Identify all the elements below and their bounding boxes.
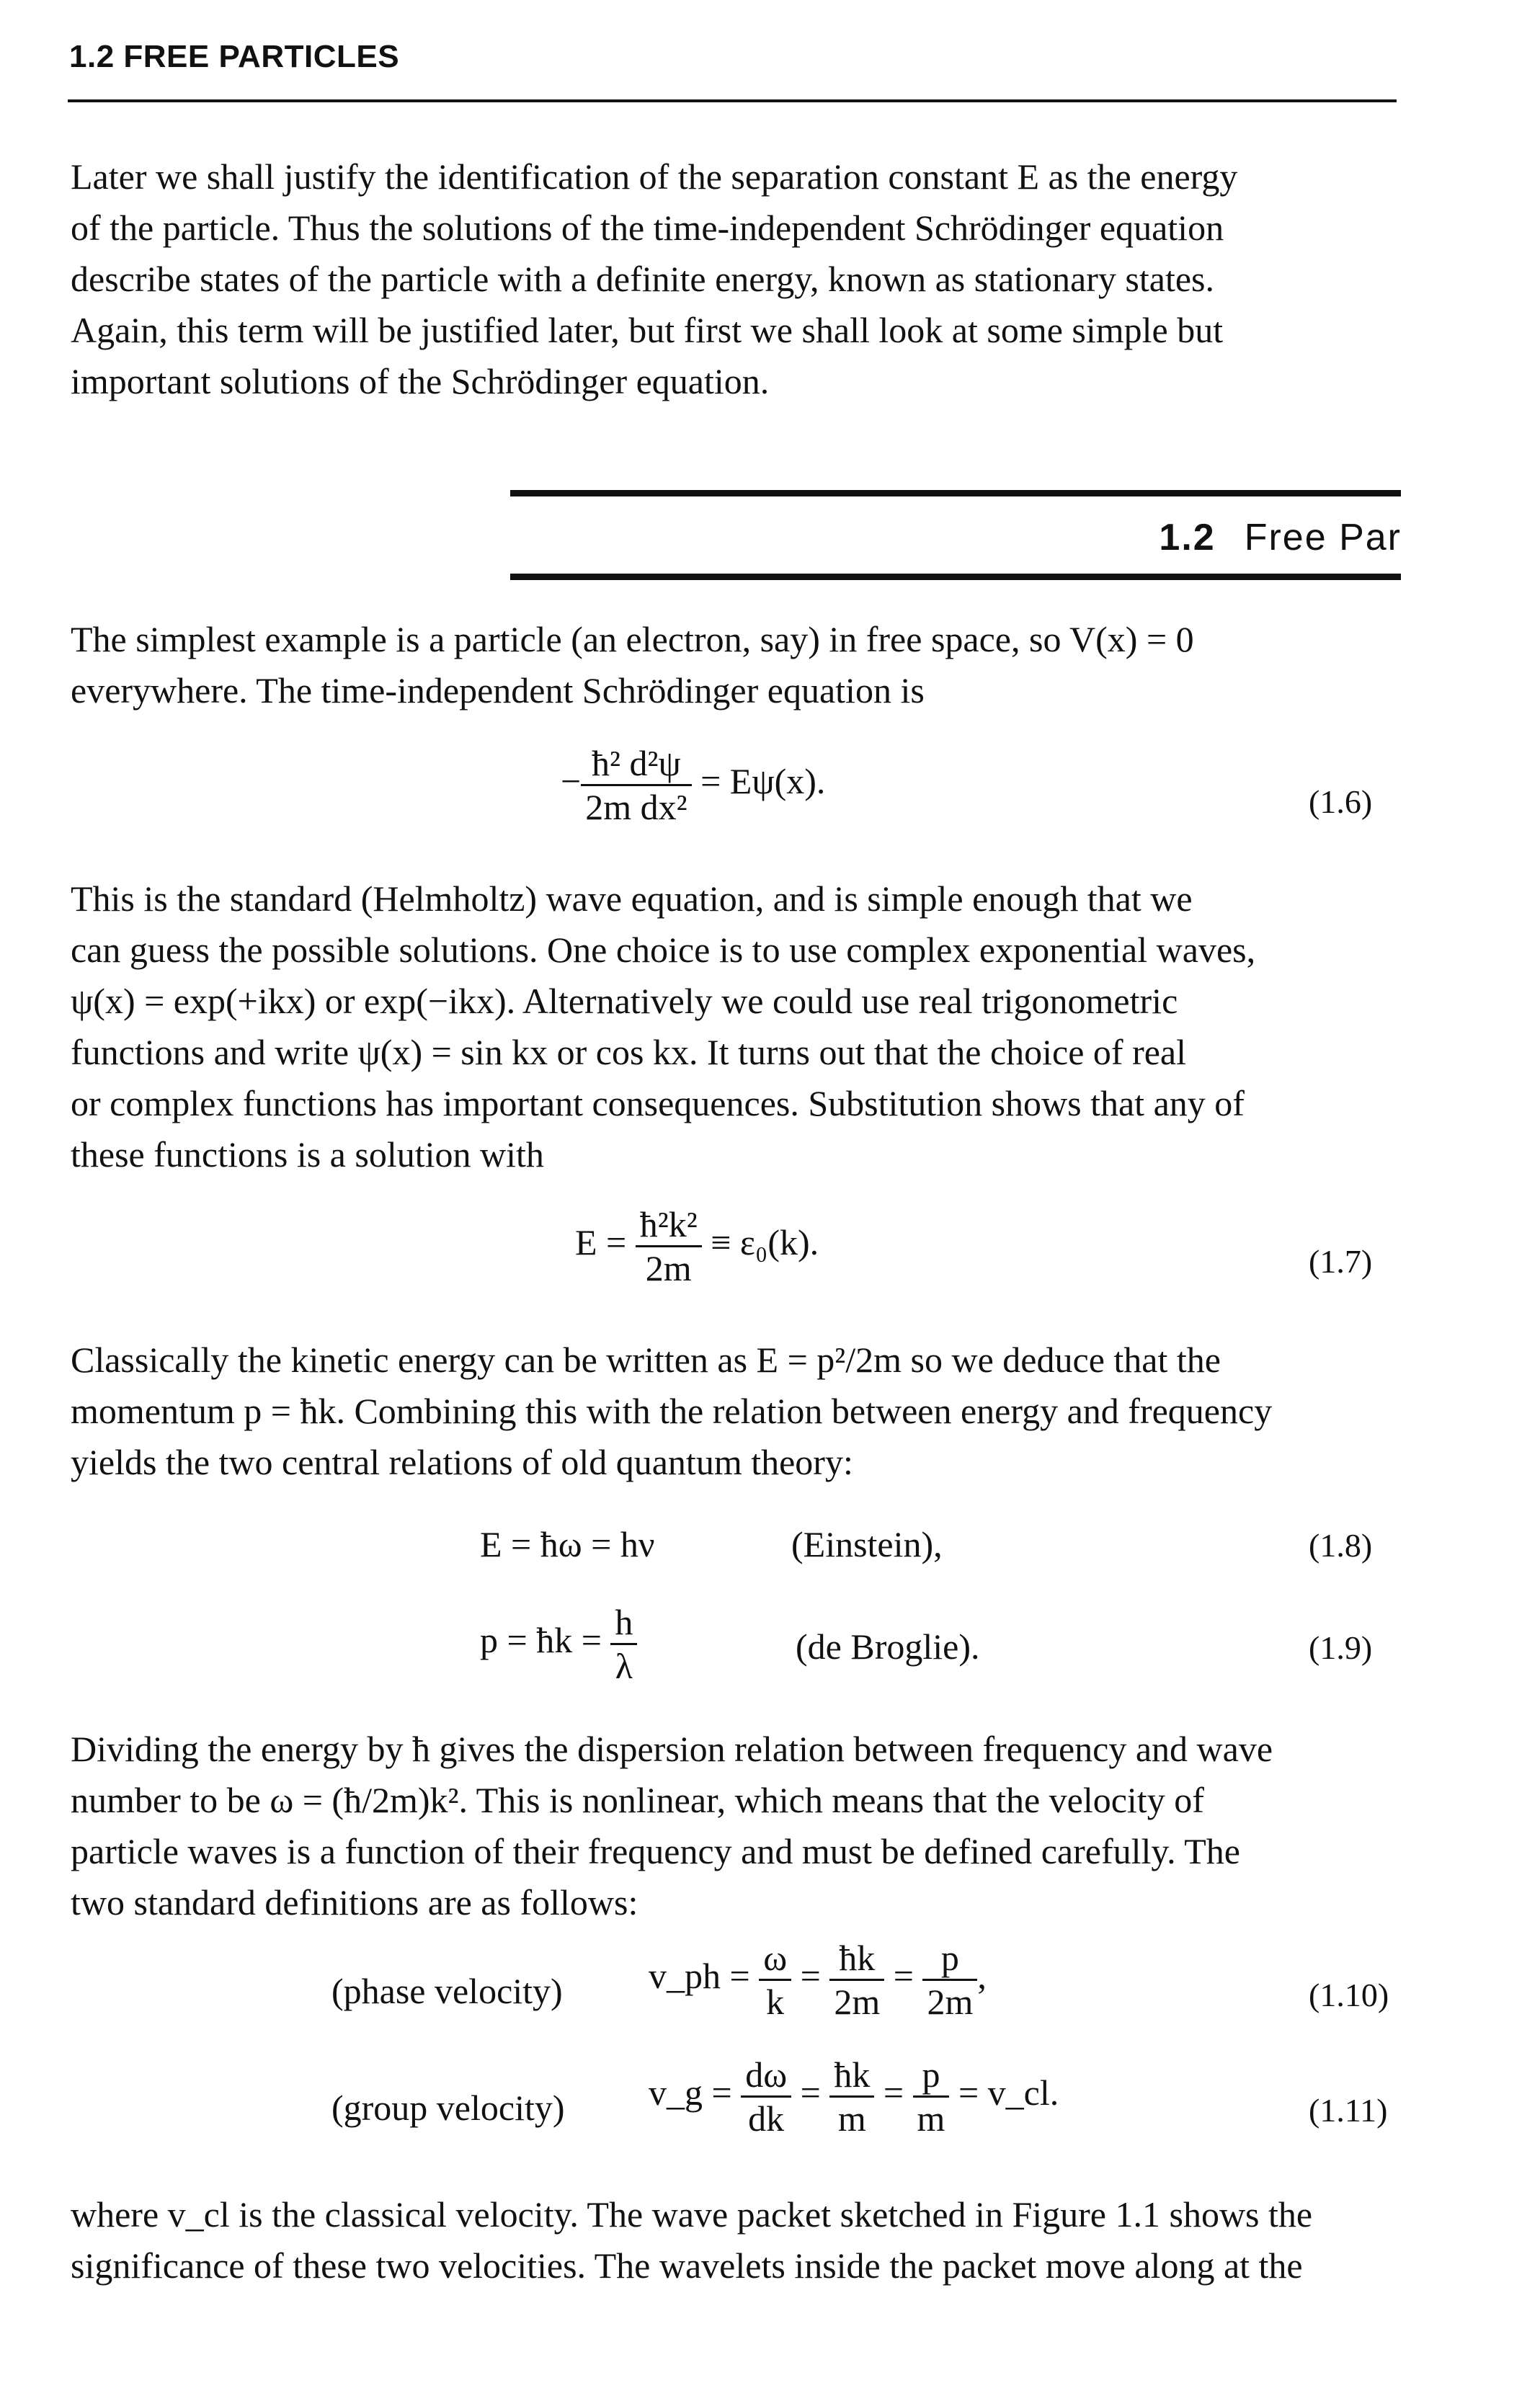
text-line: particle waves is a function of their frequency and must be defined carefully. The <box>71 1831 1240 1871</box>
eq111-label: (group velocity) <box>331 2088 565 2128</box>
paragraph-intro <box>71 151 1408 407</box>
text-line: ψ(x) = exp(+ikx) or exp(−ikx). Alternatively we could use real trigonometric <box>71 981 1178 1021</box>
text-line: can guess the possible solutions. One choice is to use complex exponential waves, <box>71 930 1256 970</box>
running-header: 1.2 FREE PARTICLES <box>69 39 400 74</box>
paragraph-classical-velocity <box>71 2189 1408 2291</box>
paragraph-free-space <box>71 614 1408 716</box>
text-line: of the particle. Thus the solutions of the time-independent Schrödinger equation <box>71 208 1224 248</box>
text-line: where v_cl is the classical velocity. The wave packet sketched in Figure 1.1 shows the <box>71 2194 1313 2235</box>
equation-number: (1.8) <box>1309 1527 1373 1564</box>
equation-1-9 <box>480 1601 637 1687</box>
section-rule-bottom <box>510 574 1401 580</box>
equation-1-8: E = ħω = hν <box>480 1524 655 1564</box>
eq110-tail: , <box>977 1955 987 1996</box>
eq17-lhs: E = <box>575 1221 627 1262</box>
equation-number: (1.6) <box>1309 783 1373 820</box>
eq110-lhs: v_ph = <box>649 1955 750 1996</box>
paragraph-kinetic-energy <box>71 1335 1408 1488</box>
eq19-numerator: h <box>610 1601 637 1645</box>
eq110-f3-denominator: 2m <box>927 1982 974 2022</box>
text-line: number to be ω = (ħ/2m)k². This is nonlinear, which means that the velocity of <box>71 1780 1204 1820</box>
eq18-label: (Einstein), <box>791 1524 943 1564</box>
eq111-f2-numerator: ħk <box>829 2054 874 2098</box>
text-line: two standard definitions are as follows: <box>71 1882 638 1923</box>
eq110-equals: = <box>800 1955 821 1996</box>
eq19-label: (de Broglie). <box>796 1626 980 1667</box>
equation-number: (1.11) <box>1309 2092 1388 2129</box>
text-line: functions and write ψ(x) = sin kx or cos kx. It turns out that the choice of real <box>71 1032 1186 1072</box>
paragraph-dispersion <box>71 1724 1408 1928</box>
eq110-equals: = <box>893 1955 914 1996</box>
eq17-denominator: 2m <box>645 1248 692 1288</box>
text-line: important solutions of the Schrödinger equation. <box>71 361 770 401</box>
eq111-f1-denominator: dk <box>748 2098 785 2139</box>
text-line: these functions is a solution with <box>71 1134 544 1175</box>
eq110-f3-numerator: p <box>922 1937 977 1981</box>
equation-number: (1.9) <box>1309 1629 1373 1666</box>
section-heading <box>1159 516 1402 559</box>
eq16-rhs: = Eψ(x). <box>700 760 826 801</box>
equation-number: (1.7) <box>1309 1243 1373 1280</box>
eq111-equals: = <box>883 2072 904 2113</box>
text-line: Again, this term will be justified later, but first we shall look at some simple but <box>71 310 1224 350</box>
eq17-rhs: ≡ ε₀(k). <box>711 1221 819 1262</box>
text-line: or complex functions has important consequences. Substitution shows that any of <box>71 1083 1245 1123</box>
text-line: momentum p = ħk. Combining this with the relation between energy and frequency <box>71 1391 1273 1431</box>
eq111-equals: = <box>800 2072 821 2113</box>
section-title: Free Par <box>1244 517 1402 558</box>
eq111-f3-denominator: m <box>917 2098 945 2139</box>
eq111-f2-denominator: m <box>837 2098 866 2139</box>
eq16-denominator: 2m dx² <box>585 787 687 827</box>
text-line: describe states of the particle with a definite energy, known as stationary states. <box>71 259 1214 299</box>
text-line: Classically the kinetic energy can be written as E = p²/2m so we deduce that the <box>71 1340 1221 1380</box>
section-number: 1.2 <box>1159 517 1216 558</box>
header-rule <box>68 99 1397 102</box>
eq110-f1-denominator: k <box>766 1982 785 2022</box>
text-line: The simplest example is a particle (an electron, say) in free space, so V(x) = 0 <box>71 619 1194 659</box>
equation-number: (1.10) <box>1309 1977 1389 2013</box>
eq110-f2-denominator: 2m <box>834 1982 881 2022</box>
text-line: significance of these two velocities. The wavelets inside the packet move along at the <box>71 2245 1303 2286</box>
eq110-f1-numerator: ω <box>759 1937 791 1981</box>
section-rule-top <box>510 490 1401 496</box>
eq110-label: (phase velocity) <box>331 1971 563 2011</box>
equation-1-11 <box>649 2054 1059 2139</box>
equation-1-7 <box>575 1203 819 1289</box>
eq16-numerator: ħ² d²ψ <box>581 742 691 786</box>
eq111-tail: = v_cl. <box>958 2072 1059 2113</box>
equation-1-6: − $\frac{\text{ħ² d²ψ}}{\text{2m dx²}}$ = Eψ(x). <box>561 743 826 827</box>
text-line: everywhere. The time-independent Schrödinger equation is <box>71 670 925 710</box>
text-line: yields the two central relations of old quantum theory: <box>71 1442 853 1482</box>
eq19-lhs: p = ħk = <box>480 1619 602 1660</box>
eq111-lhs: v_g = <box>649 2072 732 2113</box>
eq19-denominator: λ <box>615 1646 633 1686</box>
text-line: Dividing the energy by ħ gives the dispersion relation between frequency and wave <box>71 1729 1273 1769</box>
eq110-f2-numerator: ħk <box>829 1937 884 1981</box>
eq111-f3-numerator: p <box>913 2054 950 2098</box>
equation-1-10 <box>649 1937 987 2023</box>
eq17-numerator: ħ²k² <box>636 1203 702 1247</box>
text-line: This is the standard (Helmholtz) wave equation, and is simple enough that we <box>71 878 1193 919</box>
eq111-f1-numerator: dω <box>741 2054 791 2098</box>
text-line: Later we shall justify the identification of the separation constant E as the energy <box>71 156 1238 197</box>
paragraph-helmholtz <box>71 873 1408 1180</box>
